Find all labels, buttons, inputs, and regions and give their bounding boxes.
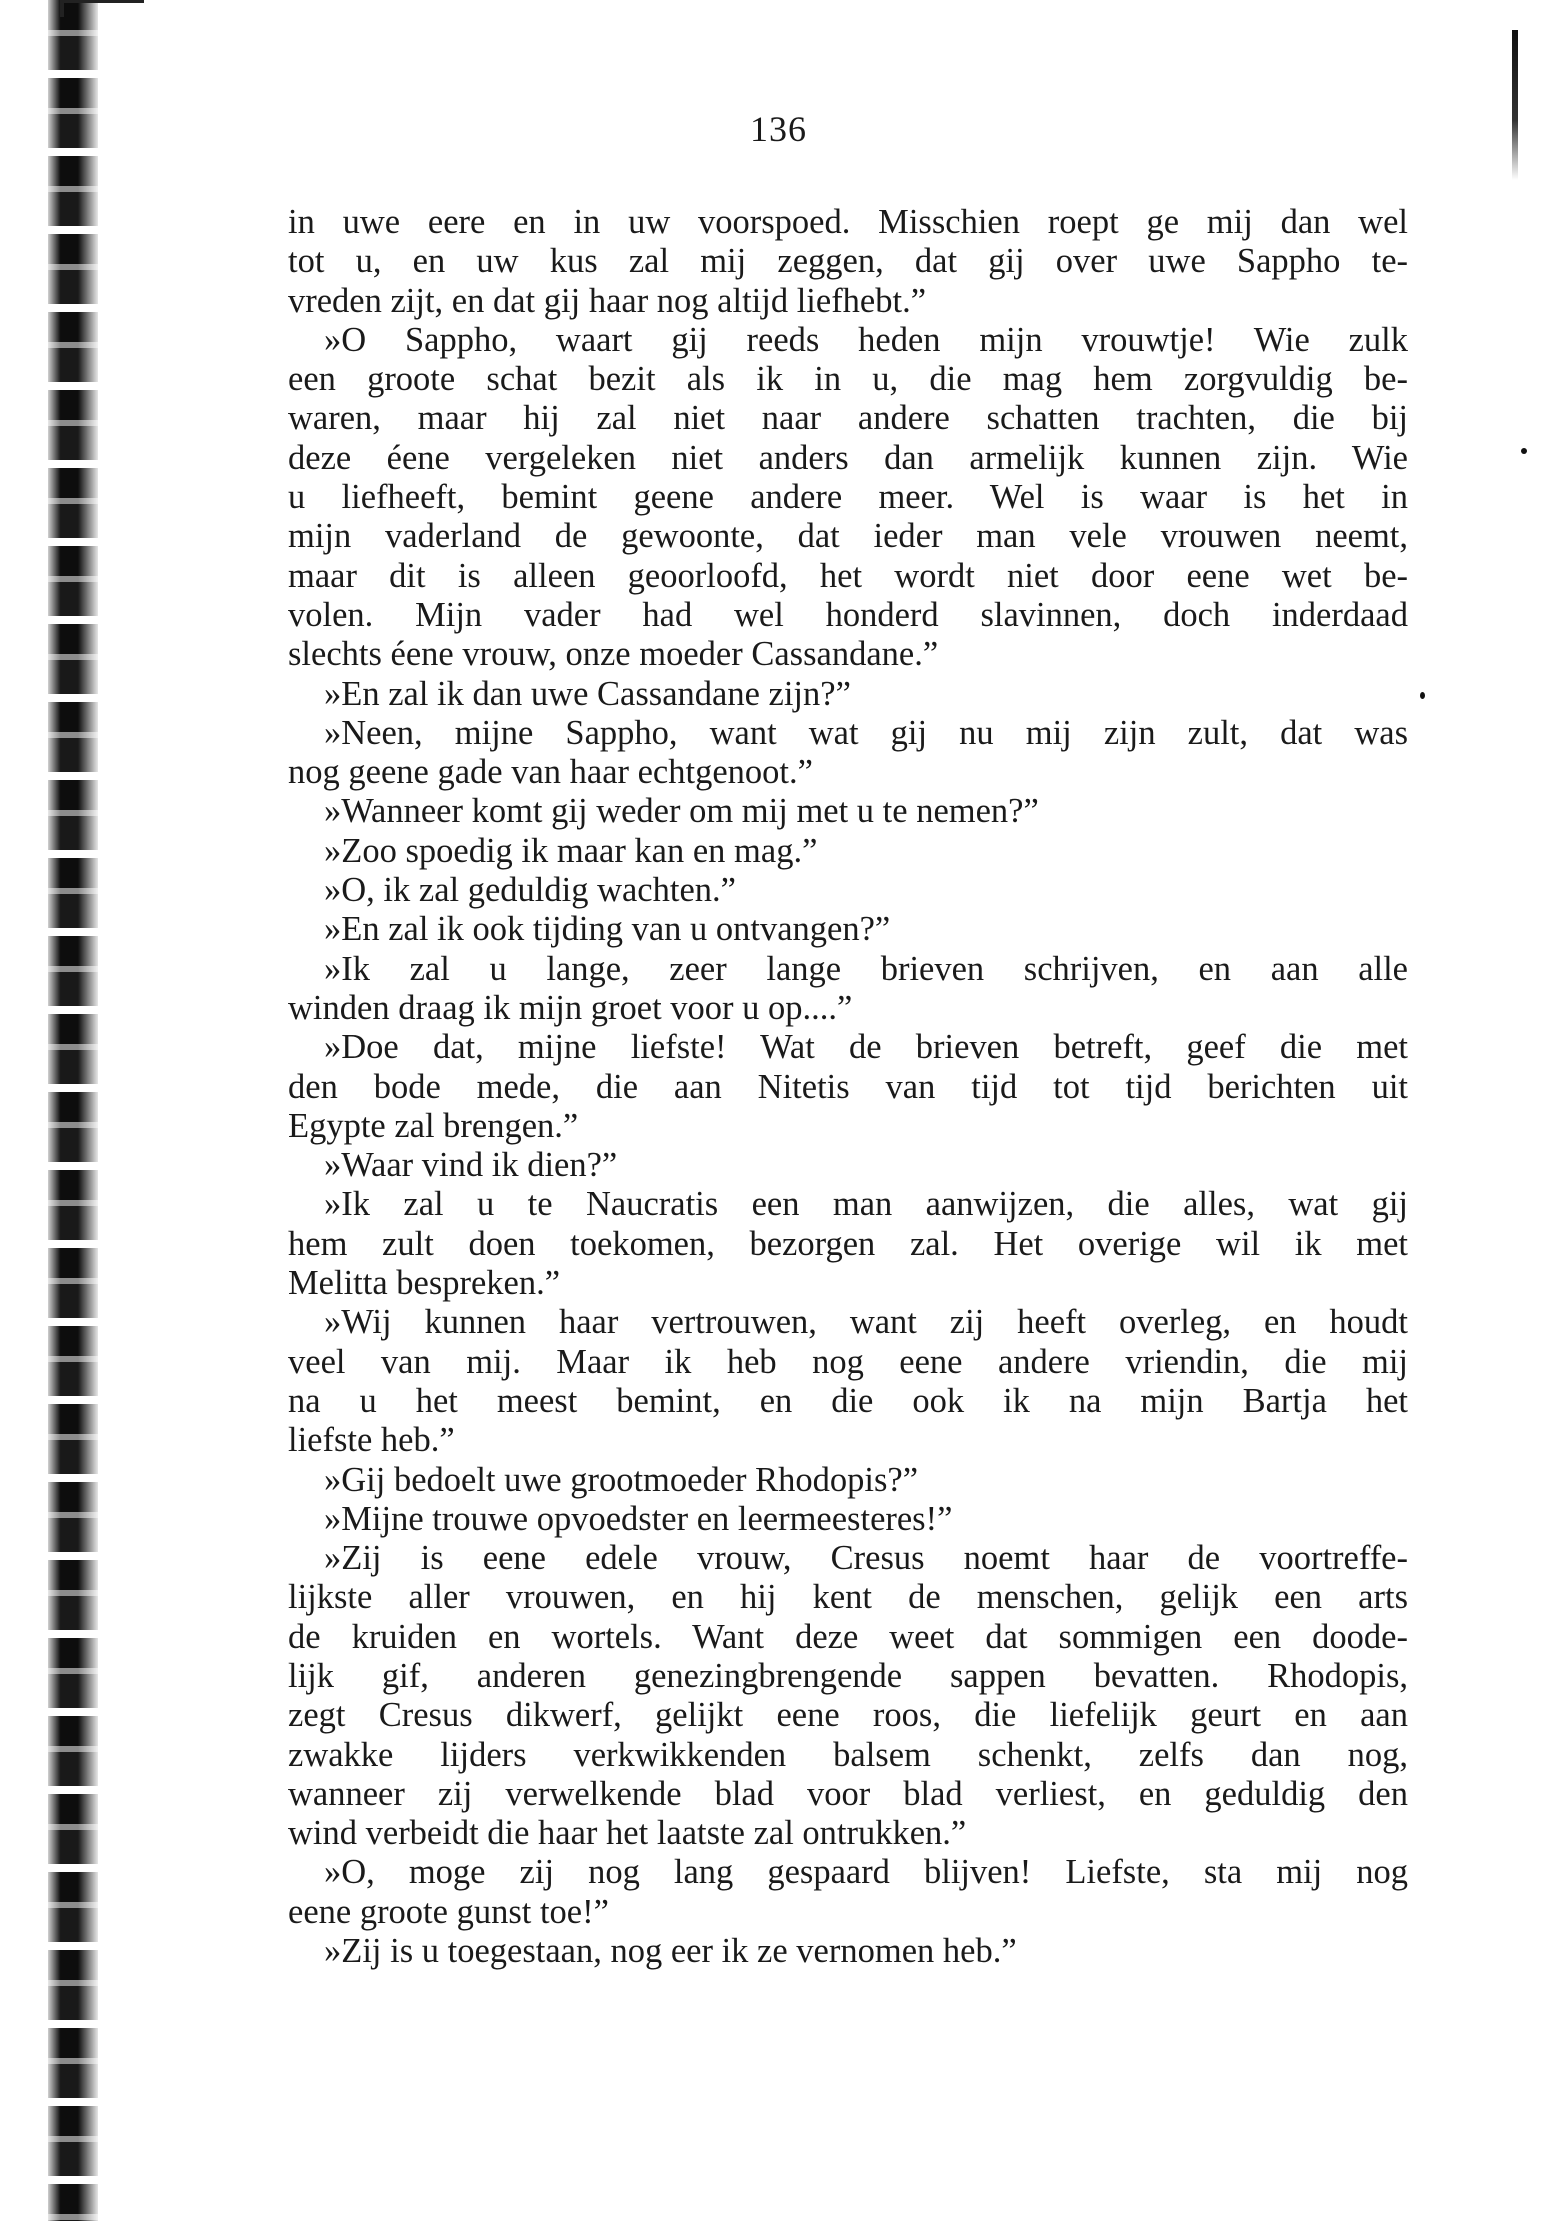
text-line: veel van mij. Maar ik heb nog eene andere vriendin, die mij [288,1342,1408,1381]
text-line: na u het meest bemint, en die ook ik na mijn Bartja het [288,1381,1408,1420]
text-line: mijn vaderland de gewoonte, dat ieder man vele vrouwen neemt, [288,517,1408,556]
scan-binding-shadow-left [48,0,98,2221]
text-line: den bode mede, die aan Nitetis van tijd tot tijd berichten uit [288,1067,1408,1106]
text-line: »O, moge zij nog lang gespaard blijven! Liefste, sta mij nog [324,1853,1408,1892]
text-line: in uwe eere en in uw voorspoed. Misschien roept ge mij dan wel [288,203,1408,241]
text-line: »Wanneer komt gij weder om mij met u te nemen?” [324,792,1039,831]
text-line: wanneer zij verwelkende blad voor blad verliest, en geduldig den [288,1774,1408,1813]
text-line: liefste heb.” [288,1421,455,1460]
text-line: u liefheeft, bemint geene andere meer. Wel is waar is het in [288,478,1408,517]
text-line: eene groote gunst toe!” [288,1892,609,1931]
text-line: een groote schat bezit als ik in u, die mag hem zorgvuldig be- [288,360,1408,399]
text-line: lijkste aller vrouwen, en hij kent de menschen, gelijk een arts [288,1578,1408,1617]
text-line: lijk gif, anderen genezingbrengende sappen bevatten. Rhodopis, [288,1656,1408,1695]
scan-speck [1521,448,1527,454]
text-line: »Wij kunnen haar vertrouwen, want zij heeft overleg, en houdt [324,1303,1408,1342]
text-line: volen. Mijn vader had wel honderd slavinnen, doch inderdaad [288,595,1408,634]
text-line: Egypte zal brengen.” [288,1106,579,1145]
scan-binding-shadow-right [1512,30,1518,180]
page-number: 136 [750,109,807,149]
text-line: »Ik zal u lange, zeer lange brieven schrijven, en aan alle [324,949,1408,988]
text-line: »Doe dat, mijne liefste! Wat de brieven betreft, geef die met [324,1028,1408,1067]
text-line: tot u, en uw kus zal mij zeggen, dat gij over uwe Sappho te- [288,242,1408,281]
text-line: de kruiden en wortels. Want deze weet dat sommigen een doode- [288,1617,1408,1656]
text-line: »Zij is eene edele vrouw, Cresus noemt haar de voortreffe- [324,1539,1408,1578]
text-line: vreden zijt, en dat gij haar nog altijd liefhebt.” [288,281,927,320]
text-line: »O Sappho, waart gij reeds heden mijn vrouwtje! Wie zulk [324,320,1408,359]
text-line: wind verbeidt die haar het laatste zal ontrukken.” [288,1814,967,1853]
text-line: zwakke lijders verkwikkenden balsem schenkt, zelfs dan nog, [288,1735,1408,1774]
scan-speck [1420,692,1425,699]
text-line: »Zoo spoedig ik maar kan en mag.” [324,831,818,870]
text-line: »En zal ik ook tijding van u ontvangen?” [324,910,891,949]
text-line: slechts éene vrouw, onze moeder Cassandane.” [288,635,939,674]
text-line: zegt Cresus dikwerf, gelijkt eene roos, die liefelijk geurt en aan [288,1696,1408,1735]
text-line: »En zal ik dan uwe Cassandane zijn?” [324,674,851,713]
text-line: »Gij bedoelt uwe grootmoeder Rhodopis?” [324,1460,919,1499]
text-line: winden draag ik mijn groet voor u op....” [288,988,853,1027]
text-line: maar dit is alleen geoorloofd, het wordt niet door eene wet be- [288,556,1408,595]
text-line: »O, ik zal geduldig wachten.” [324,871,736,910]
text-line: »Waar vind ik dien?” [324,1146,618,1185]
text-line: waren, maar hij zal niet naar andere schatten trachten, die bij [288,399,1408,438]
text-line: deze éene vergeleken niet anders dan armelijk kunnen zijn. Wie [288,438,1408,477]
text-line: »Zij is u toegestaan, nog eer ik ze vernomen heb.” [324,1932,1017,1971]
body-text [288,203,1408,1971]
text-line: »Neen, mijne Sappho, want wat gij nu mij zijn zult, dat was [324,713,1408,752]
text-line: »Ik zal u te Naucratis een man aanwijzen, die alles, wat gij [324,1185,1408,1224]
text-line: hem zult doen toekomen, bezorgen zal. Het overige wil ik met [288,1224,1408,1263]
text-line: nog geene gade van haar echtgenoot.” [288,753,813,792]
scan-binding-corner [60,0,144,17]
text-line: Melitta bespreken.” [288,1264,561,1303]
text-line: »Mijne trouwe opvoedster en leermeesteres!” [324,1499,953,1538]
